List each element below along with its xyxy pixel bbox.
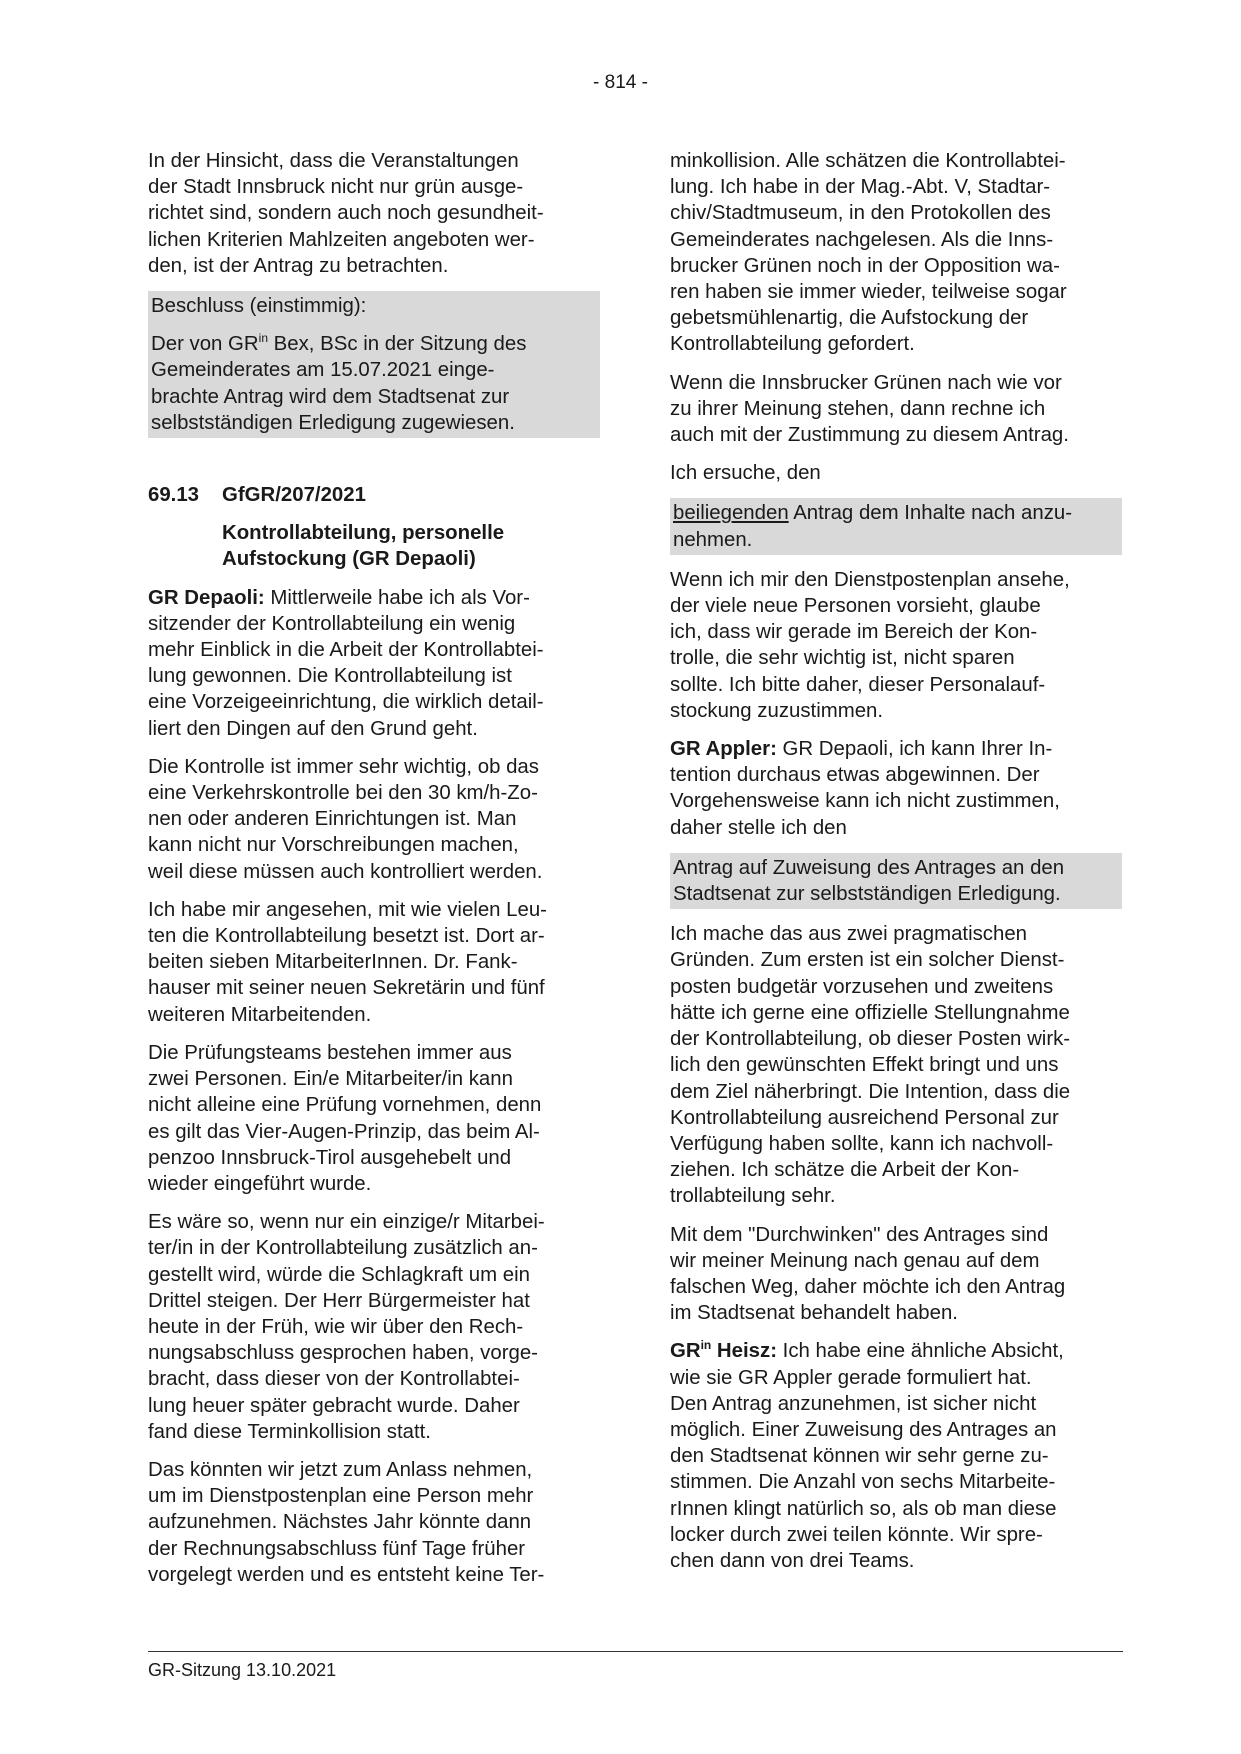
speech-appler: GR Appler: GR Depaoli, ich kann Ihrer In- tention durchaus etwas abgewinnen. Der Vorgehensweise kann ich nicht zustimmen, daher stelle ich den (670, 738, 1060, 839)
text-line: selbstständigen Erledigung zugewiesen. (151, 411, 515, 434)
intro-paragraph (148, 148, 600, 279)
paragraph: Ich habe mir angesehen, mit wie vielen Leu- ten die Kontrollabteilung besetzt ist. Dort ar- beiten sieben MitarbeiterInnen. Dr. Fank- hauser mit seiner neuen Sekretärin und fünf weiteren Mitarbeitenden. (148, 898, 547, 1026)
left-column (148, 148, 600, 1600)
paragraph: Das könnten wir jetzt zum Anlass nehmen, um im Dienstpostenplan eine Person mehr aufzunehmen. Nächstes Jahr könnte dann der Rechnungsabschluss fünf Tage früher vorgelegt werden und es entsteht keine Ter- (148, 1458, 545, 1586)
speaker-name: GR Appler: (670, 738, 777, 761)
speech-depaoli: GR Depaoli: Mittlerweile habe ich als Vor- sitzender der Kontrollabteilung ein wenig mehr Einblick in die Arbeit der Kontrollabtei- lung gewonnen. Die Kontrollabteilung ist eine Vorzeigeeinrichtung, die wirklich detail- liert den Dingen auf den Grund geht. (148, 585, 600, 742)
agenda-item-code: GfGR/207/2021 (222, 484, 366, 507)
footer-session-date: GR-Sitzung 13.10.2021 (148, 1660, 337, 1680)
footer-divider (148, 1651, 1123, 1652)
paragraph: Ich ersuche, den (670, 462, 821, 485)
paragraph: Die Kontrolle ist immer sehr wichtig, ob das eine Verkehrskontrolle bei den 30 km/h-Zo- nen oder anderen Einrichtungen ist. Man kann nicht nur Vorschreibungen machen, weil diese müssen auch kontrolliert werden. (148, 755, 543, 883)
paragraph: Es wäre so, wenn nur ein einzige/r Mitarbei- ter/in in der Kontrollabteilung zusätzlich an- gestellt wird, würde die Schlagkraft um ein Drittel steigen. Der Herr Bürgermeister hat heute in der Früh, wie wir über den Rech- nungsabschluss gesprochen haben, vorge- bracht, dass dieser von der Kontrollabtei- lung heuer später gebracht wurde. Daher fand diese Terminkollision statt. (148, 1211, 545, 1443)
motion-assignment-box: Antrag auf Zuweisung des Antrages an den Stadtsenat zur selbstständigen Erledigung. (670, 853, 1122, 909)
agenda-item-title: Kontrollabteilung, personelle Aufstockung (GR Depaoli) (222, 522, 505, 571)
underlined-word: beiliegenden (673, 502, 789, 525)
text-line: lichen Kriterien Mahlzeiten angeboten wer- (148, 228, 535, 251)
paragraph: Wenn die Innsbrucker Grünen nach wie vor zu ihrer Meinung stehen, dann rechne ich auch mit der Zustimmung zu diesem Antrag. (670, 371, 1069, 447)
resolution-first-line: Der von $GR^{in}$ Bex, BSc in der Sitzung des (151, 331, 527, 356)
speaker-name: $GR^{in}$ Heisz: (670, 1338, 777, 1363)
agenda-item-number: 69.13 (148, 484, 200, 507)
text-line: In der Hinsicht, dass die Veranstaltungen (148, 150, 519, 172)
resolution-box (148, 291, 600, 438)
text-line: eine Vorzeigeeinrichtung, die wirklich detail- (148, 691, 544, 714)
right-column (670, 148, 1122, 1586)
text-line: liert den Dingen auf den Grund geht. (148, 717, 478, 740)
speech-heisz: $GR^{in}$ Heisz: Ich habe eine ähnliche Absicht, wie sie GR Appler gerade formuliert hat. Den Antrag anzunehmen, ist sicher nicht möglich. Einer Zuweisung des Antrages an den Stadtsenat können wir sehr gerne zu- stimmen. Die Anzahl von sechs Mitarbeite- rInnen klingt natürlich so, als ob man diese locker durch zwei teilen könnte. Wir spre- chen dann von drei Teams. (670, 1338, 1064, 1572)
resolution-label: Beschluss (einstimmig): (151, 295, 367, 318)
text-line: Gemeinderates am 15.07.2021 einge- (151, 359, 495, 382)
text-line: richtet sind, sondern auch noch gesundheit- (148, 202, 544, 225)
text-line: der Stadt Innsbruck nicht nur grün ausge- (148, 176, 524, 199)
paragraph: Die Prüfungsteams bestehen immer aus zwei Personen. Ein/e Mitarbeiter/in kann nicht alleine eine Prüfung vornehmen, denn es gilt das Vier-Augen-Prinzip, das beim Al- penzoo Innsbruck-Tirol ausgehebelt und wieder eingeführt wurde. (148, 1041, 542, 1195)
paragraph: minkollision. Alle schätzen die Kontrollabtei- lung. Ich habe in der Mag.-Abt. V, Stadtar- chiv/Stadtmuseum, in den Protokollen des Gemeinderates nachgelesen. Als die Inns- brucker Grünen noch in der Opposition wa- ren haben sie immer wieder, teilweise sogar gebetsmühlenartig, die Aufstockung der Kontrollabteilung gefordert. (670, 150, 1067, 356)
speaker-name: GR Depaoli: (148, 586, 265, 609)
page-number: - 814 - (593, 72, 648, 93)
text-line: den, ist der Antrag zu betrachten. (148, 254, 449, 277)
paragraph: Ich mache das aus zwei pragmatischen Gründen. Zum ersten ist ein solcher Dienst- posten budgetär vorzusehen und zweitens hätte ich gerne eine offizielle Stellungnahme der Kontrollabteilung, ob dieser Posten wirk- lich den gewünschten Effekt bringt und uns dem Ziel näherbringt. Die Intention, dass die Kontrollabteilung ausreichend Personal zur Verfügung haben sollte, kann ich nachvoll- ziehen. Ich schätze die Arbeit der Kon- trollabteilung sehr. (670, 923, 1071, 1208)
agenda-item-heading (148, 482, 600, 508)
paragraph: Wenn ich mir den Dienstpostenplan ansehe, der viele neue Personen vorsieht, glaube ich, dass wir gerade im Bereich der Kon- trolle, die sehr wichtig ist, nicht sparen sollte. Ich bitte daher, dieser Personalauf- stockung zuzustimmen. (670, 568, 1070, 722)
paragraph: Mit dem "Durchwinken" des Antrages sind wir meiner Meinung nach genau auf dem falschen Weg, daher möchte ich den Antrag im Stadtsenat behandelt haben. (670, 1223, 1066, 1325)
text-line: lung gewonnen. Die Kontrollabteilung ist (148, 665, 512, 688)
text-line: mehr Einblick in die Arbeit der Kontrollabtei- (148, 639, 544, 662)
motion-box: beiliegenden Antrag dem Inhalte nach anzu- nehmen. (670, 498, 1122, 554)
text-line: brachte Antrag wird dem Stadtsenat zur (151, 385, 510, 408)
text-line: sitzender der Kontrollabteilung ein wenig (148, 612, 516, 635)
